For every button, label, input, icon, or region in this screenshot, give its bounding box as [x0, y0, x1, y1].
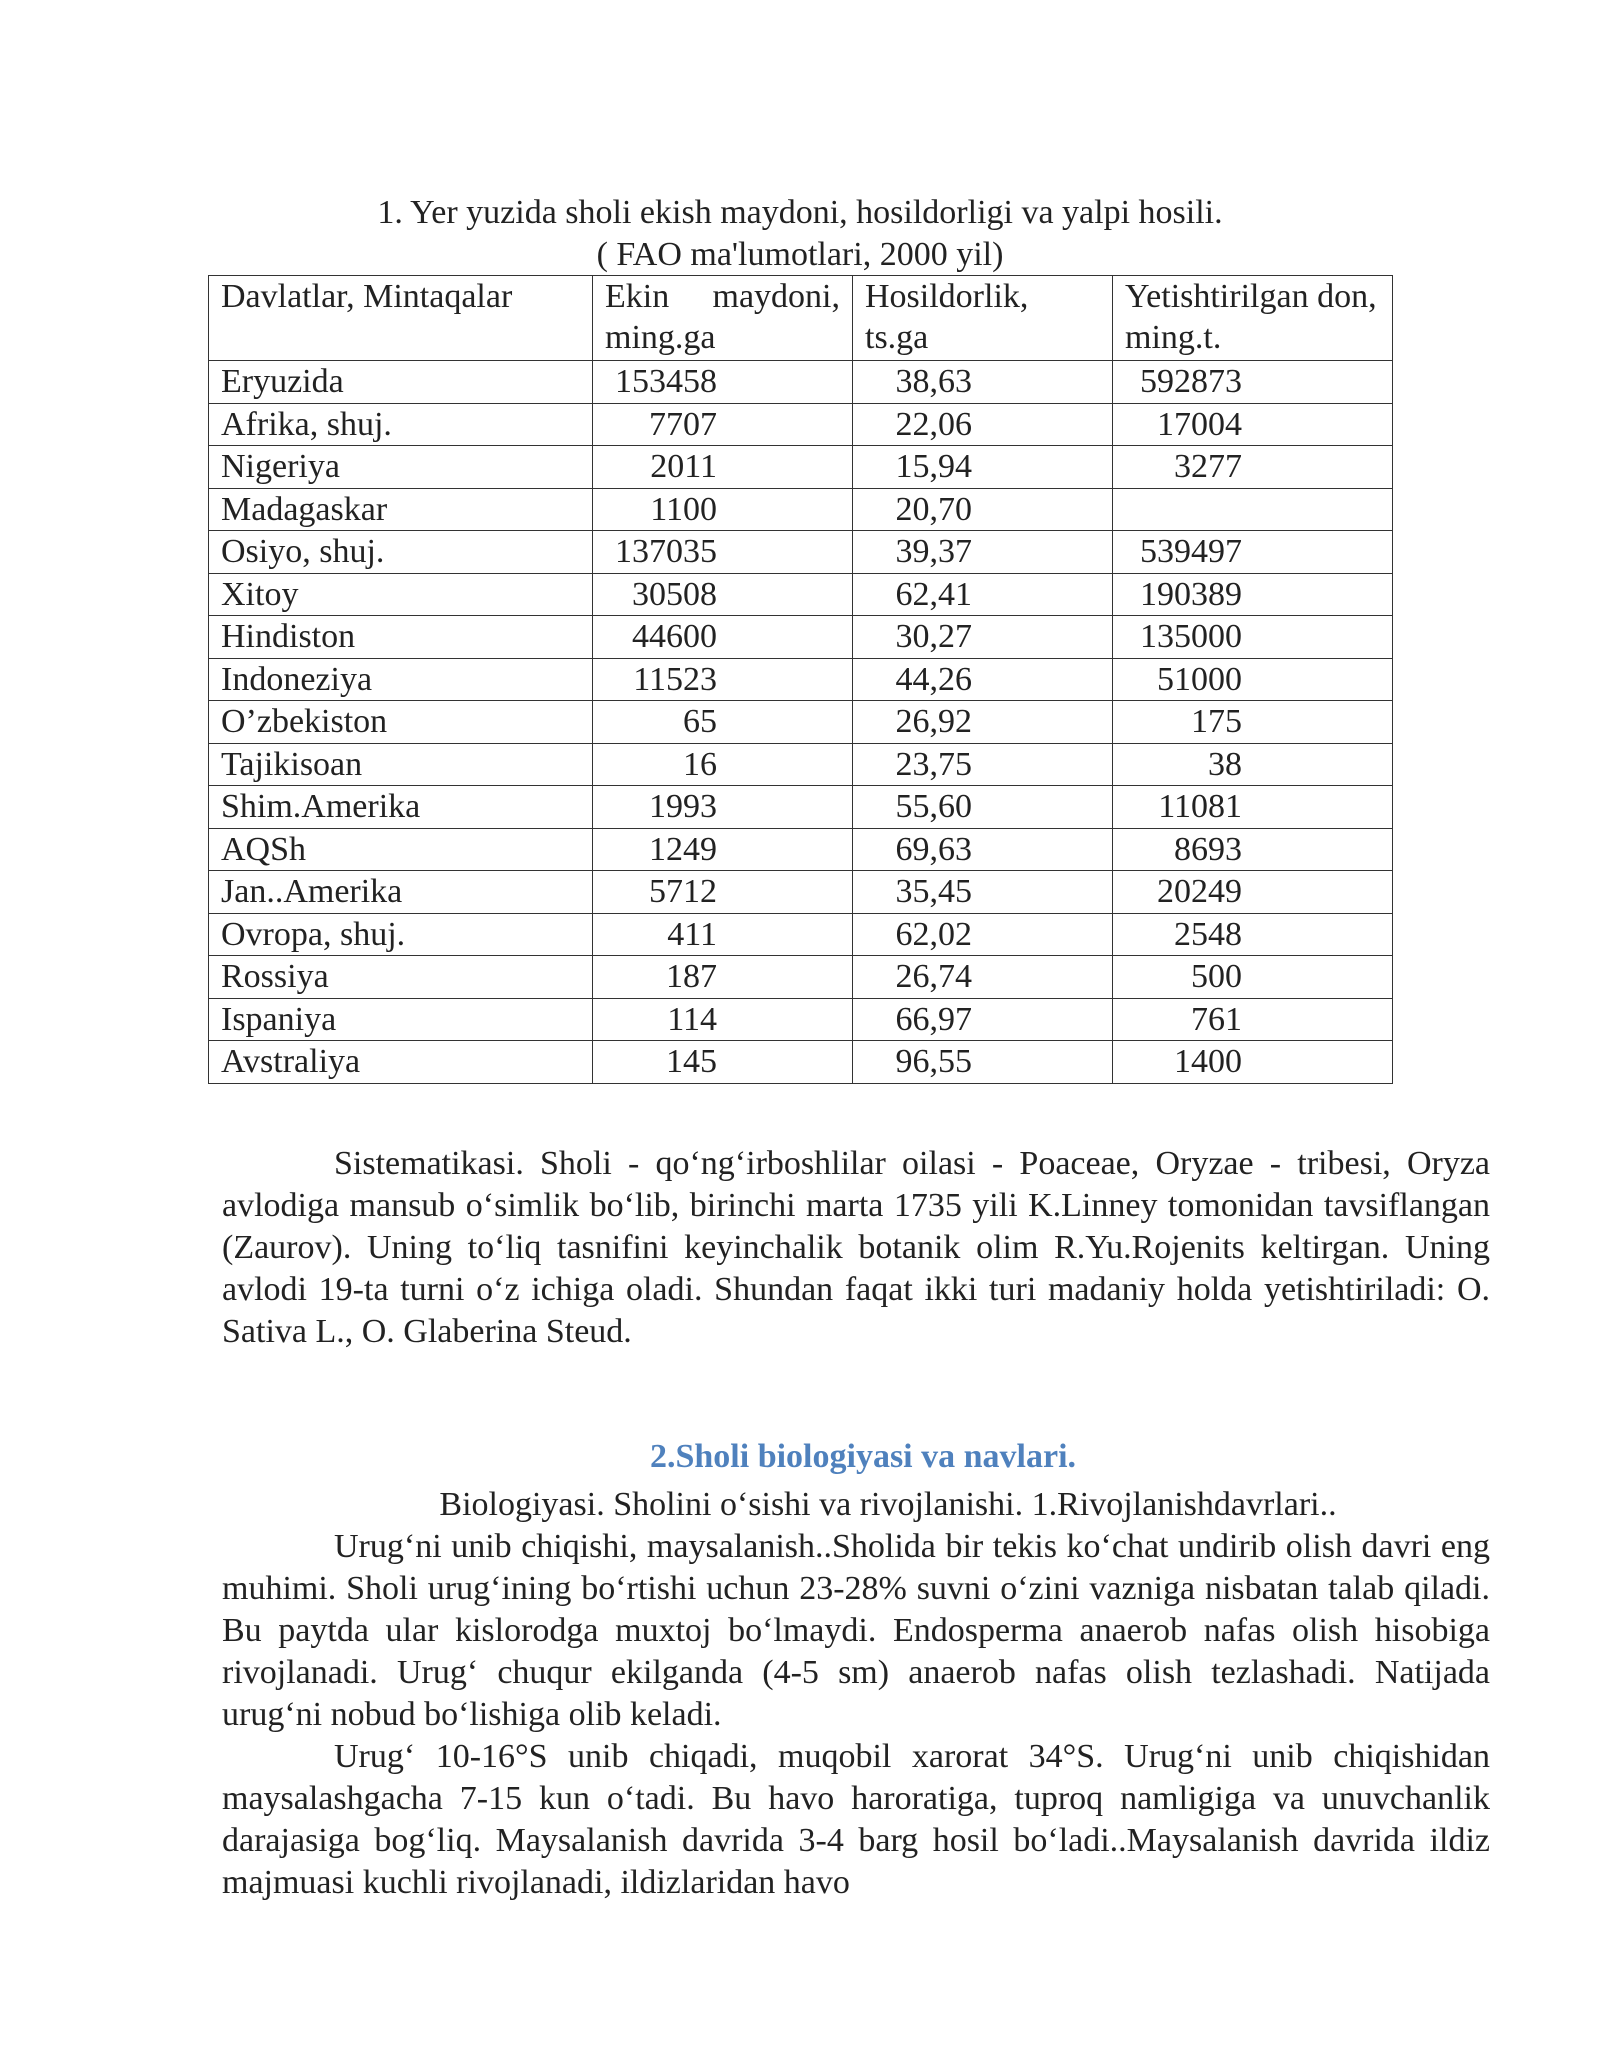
rice-statistics-table — [208, 275, 1393, 1084]
table-cell: 62,02 — [853, 913, 1113, 956]
table-cell: 20249 — [1113, 871, 1393, 914]
table-header-cell: Ekin maydoni, ming.ga — [593, 276, 853, 361]
table-cell: 1993 — [593, 786, 853, 829]
table-cell: 15,94 — [853, 446, 1113, 489]
table-cell: 114 — [593, 998, 853, 1041]
table-cell: Hindiston — [209, 616, 593, 659]
paragraph-germination: Urug‘ni unib chiqishi, maysalanish..Sholida bir tekis ko‘chat undirib olish davri eng muhimi. Sholi urug‘ining bo‘rtishi uchun 23-28% suvni o‘zini vazniga nisbatan talab qiladi. Bu paytda ular kislorodga muxtoj bo‘lmaydi. Endosperma anaerob nafas olish hisobiga rivojlanadi. Urug‘ chuqur ekilganda (4-5 sm) anaerob nafas olish tezlashadi. Natijada urug‘ni nobud bo‘lishiga olib keladi. — [222, 1528, 1490, 1733]
table-cell: Rossiya — [209, 956, 593, 999]
table-row — [209, 743, 1393, 786]
table-cell: 539497 — [1113, 531, 1393, 574]
table-cell: 30508 — [593, 573, 853, 616]
table-cell: 26,92 — [853, 701, 1113, 744]
table-cell: Xitoy — [209, 573, 593, 616]
table-cell: Nigeriya — [209, 446, 593, 489]
table-cell: 5712 — [593, 871, 853, 914]
table-row — [209, 786, 1393, 829]
table-cell: 65 — [593, 701, 853, 744]
table-caption: 1. Yer yuzida sholi ekish maydoni, hosildorligi va yalpi hosili. — [377, 194, 1223, 231]
table-cell: 3277 — [1113, 446, 1393, 489]
table-cell: 30,27 — [853, 616, 1113, 659]
table-cell: Afrika, shuj. — [209, 403, 593, 446]
table-cell: Madagaskar — [209, 488, 593, 531]
table-cell: 39,37 — [853, 531, 1113, 574]
table-row — [209, 871, 1393, 914]
table-cell: Eryuzida — [209, 361, 593, 404]
table-cell: Avstraliya — [209, 1041, 593, 1084]
table-row — [209, 956, 1393, 999]
paragraph-seedling: Urug‘ 10-16°S unib chiqadi, muqobil xarorat 34°S. Urug‘ni unib chiqishidan maysalashgacha 7-15 kun o‘tadi. Bu havo haroratiga, tuproq namligiga va unuvchanlik darajasiga bog‘liq. Maysalanish davrida 3-4 barg hosil bo‘ladi..Maysalanish davrida ildiz majmuasi kuchli rivojlanadi, ildizlaridan havo — [222, 1738, 1490, 1901]
table-cell: AQSh — [209, 828, 593, 871]
table-cell: 16 — [593, 743, 853, 786]
table-cell: O’zbekiston — [209, 701, 593, 744]
table-cell: Ispaniya — [209, 998, 593, 1041]
table-cell: 1400 — [1113, 1041, 1393, 1084]
table-cell: 411 — [593, 913, 853, 956]
paragraph-systematics: Sistematikasi. Sholi - qo‘ng‘irboshlilar oilasi - Poaceae, Oryzae - tribesi, Oryza avlodiga mansub o‘simlik bo‘lib, birinchi marta 1735 yili K.Linney tomonidan tavsiflangan (Zaurov). Uning to‘liq tasnifini keyinchalik botanik olim R.Yu.Rojenits keltirgan. Uning avlodi 19-ta turni o‘z ichiga oladi. Shundan faqat ikki turi madaniy holda yetishtiriladi: O. Sativa L., O. Glaberina Steud. — [222, 1145, 1490, 1350]
table-row — [209, 658, 1393, 701]
table-row — [209, 403, 1393, 446]
table-cell: 26,74 — [853, 956, 1113, 999]
table-cell: 23,75 — [853, 743, 1113, 786]
table-cell: 500 — [1113, 956, 1393, 999]
table-row — [209, 488, 1393, 531]
table-row — [209, 531, 1393, 574]
table-cell: 35,45 — [853, 871, 1113, 914]
table-row — [209, 1041, 1393, 1084]
table-cell: 69,63 — [853, 828, 1113, 871]
table-header-cell: Yetishtirilgan don, ming.t. — [1113, 276, 1393, 361]
table-source-note: ( FAO ma'lumotlari, 2000 yil) — [596, 236, 1004, 273]
table-row — [209, 701, 1393, 744]
table-cell: 592873 — [1113, 361, 1393, 404]
table-cell: 62,41 — [853, 573, 1113, 616]
table-cell: 153458 — [593, 361, 853, 404]
table-cell: Indoneziya — [209, 658, 593, 701]
table-header-cell: Davlatlar, Mintaqalar — [209, 276, 593, 361]
table-row — [209, 361, 1393, 404]
table-row — [209, 573, 1393, 616]
table-cell: Tajikisoan — [209, 743, 593, 786]
table-cell: 2548 — [1113, 913, 1393, 956]
table-cell: 55,60 — [853, 786, 1113, 829]
table-cell: 761 — [1113, 998, 1393, 1041]
table-cell: 145 — [593, 1041, 853, 1084]
table-cell: 20,70 — [853, 488, 1113, 531]
table-row — [209, 616, 1393, 659]
table-cell: 7707 — [593, 403, 853, 446]
table-cell: 38,63 — [853, 361, 1113, 404]
table-cell: 1100 — [593, 488, 853, 531]
table-cell: 44,26 — [853, 658, 1113, 701]
table-header-row — [209, 276, 1393, 361]
table-cell: 44600 — [593, 616, 853, 659]
table-cell: 8693 — [1113, 828, 1393, 871]
table-cell: 22,06 — [853, 403, 1113, 446]
section-subheading: Biologiyasi. Sholini o‘sishi va rivojlanishi. 1.Rivojlanishdavrlari.. — [439, 1486, 1337, 1523]
table-cell: 137035 — [593, 531, 853, 574]
table-cell: 38 — [1113, 743, 1393, 786]
table-cell: 187 — [593, 956, 853, 999]
table-row — [209, 913, 1393, 956]
table-cell: 17004 — [1113, 403, 1393, 446]
table-cell: 175 — [1113, 701, 1393, 744]
table-row — [209, 446, 1393, 489]
table-cell — [1113, 488, 1393, 531]
table-cell: Shim.Amerika — [209, 786, 593, 829]
table-header-cell: Hosildorlik, ts.ga — [853, 276, 1113, 361]
table-cell: Osiyo, shuj. — [209, 531, 593, 574]
table-row — [209, 998, 1393, 1041]
table-cell: 2011 — [593, 446, 853, 489]
table-cell: 135000 — [1113, 616, 1393, 659]
table-cell: 11523 — [593, 658, 853, 701]
table-row — [209, 828, 1393, 871]
table-cell: 1249 — [593, 828, 853, 871]
section-heading: 2.Sholi biologiyasi va navlari. — [649, 1438, 1077, 1475]
table-cell: 66,97 — [853, 998, 1113, 1041]
table-cell: Jan..Amerika — [209, 871, 593, 914]
table-cell: Ovropa, shuj. — [209, 913, 593, 956]
table-cell: 11081 — [1113, 786, 1393, 829]
table-cell: 190389 — [1113, 573, 1393, 616]
table-cell: 96,55 — [853, 1041, 1113, 1084]
table-cell: 51000 — [1113, 658, 1393, 701]
